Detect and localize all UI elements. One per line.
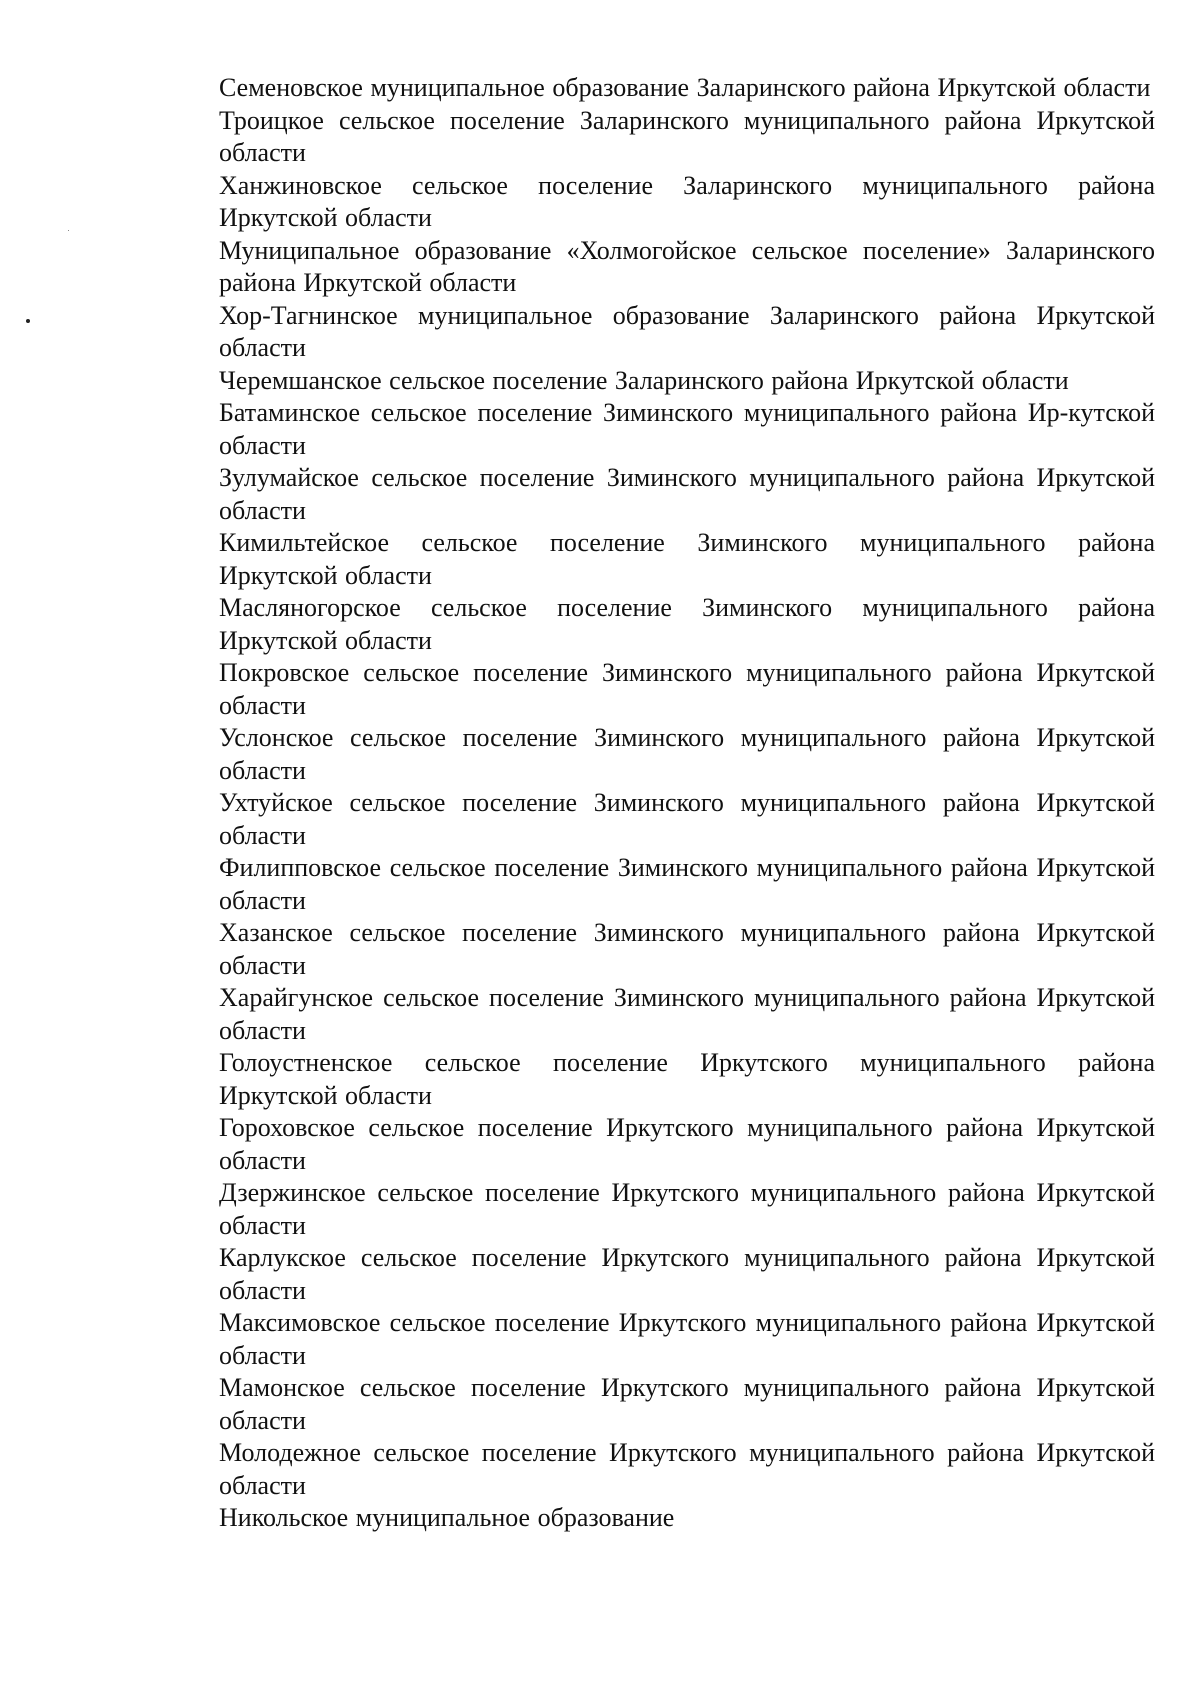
list-item: Батаминское сельское поселение Зиминского муниципального района Ир-кутской области [219, 398, 1155, 460]
list-item: Кимильтейское сельское поселение Зиминского муниципального района Иркутской области [219, 528, 1155, 590]
list-item: Харайгунское сельское поселение Зиминского муниципального района Иркутской области [219, 983, 1155, 1045]
list-item: Гороховское сельское поселение Иркутского муниципального района Иркутской области [219, 1113, 1155, 1175]
list-item: Ханжиновское сельское поселение Заларинского муниципального района Иркутской области [219, 170, 1155, 232]
list-item: Масляногорское сельское поселение Зиминского муниципального района Иркутской области [219, 593, 1155, 655]
list-item: Хор-Тагнинское муниципальное образование Заларинского района Иркутской области [219, 300, 1155, 362]
list-item: Услонское сельское поселение Зиминского муниципального района Иркутской области [219, 723, 1155, 785]
list-item: Хазанское сельское поселение Зиминского муниципального района Иркутской области [219, 918, 1155, 980]
list-item: Филипповское сельское поселение Зиминского муниципального района Иркутской области [219, 853, 1155, 915]
municipality-list [219, 72, 1155, 1535]
list-item: Черемшанское сельское поселение Заларинского района Иркутской области [219, 365, 1069, 395]
list-item: Ухтуйское сельское поселение Зиминского муниципального района Иркутской области [219, 788, 1155, 850]
list-item: Семеновское муниципальное образование Заларинского района Иркутской области [219, 73, 1151, 102]
list-item: Максимовское сельское поселение Иркутского муниципального района Иркутской области [219, 1308, 1155, 1370]
list-item: Муниципальное образование «Холмогойское сельское поселение» Заларинского района Иркутской области [219, 235, 1155, 297]
scan-speck [68, 230, 69, 231]
list-item: Мамонское сельское поселение Иркутского муниципального района Иркутской области [219, 1373, 1155, 1435]
list-item: Покровское сельское поселение Зиминского муниципального района Иркутской области [219, 658, 1155, 720]
list-item: Молодежное сельское поселение Иркутского муниципального района Иркутской области [219, 1438, 1155, 1500]
scan-mark [26, 319, 30, 323]
list-item: Зулумайское сельское поселение Зиминского муниципального района Иркутской области [219, 463, 1155, 525]
list-item: Никольское муниципальное образование [219, 1503, 675, 1532]
list-item: Голоустненское сельское поселение Иркутского муниципального района Иркутской области [219, 1048, 1155, 1110]
list-item: Дзержинское сельское поселение Иркутского муниципального района Иркутской области [219, 1178, 1155, 1240]
list-item: Троицкое сельское поселение Заларинского муниципального района Иркутской области [219, 105, 1155, 167]
list-item: Карлукское сельское поселение Иркутского муниципального района Иркутской области [219, 1243, 1155, 1305]
